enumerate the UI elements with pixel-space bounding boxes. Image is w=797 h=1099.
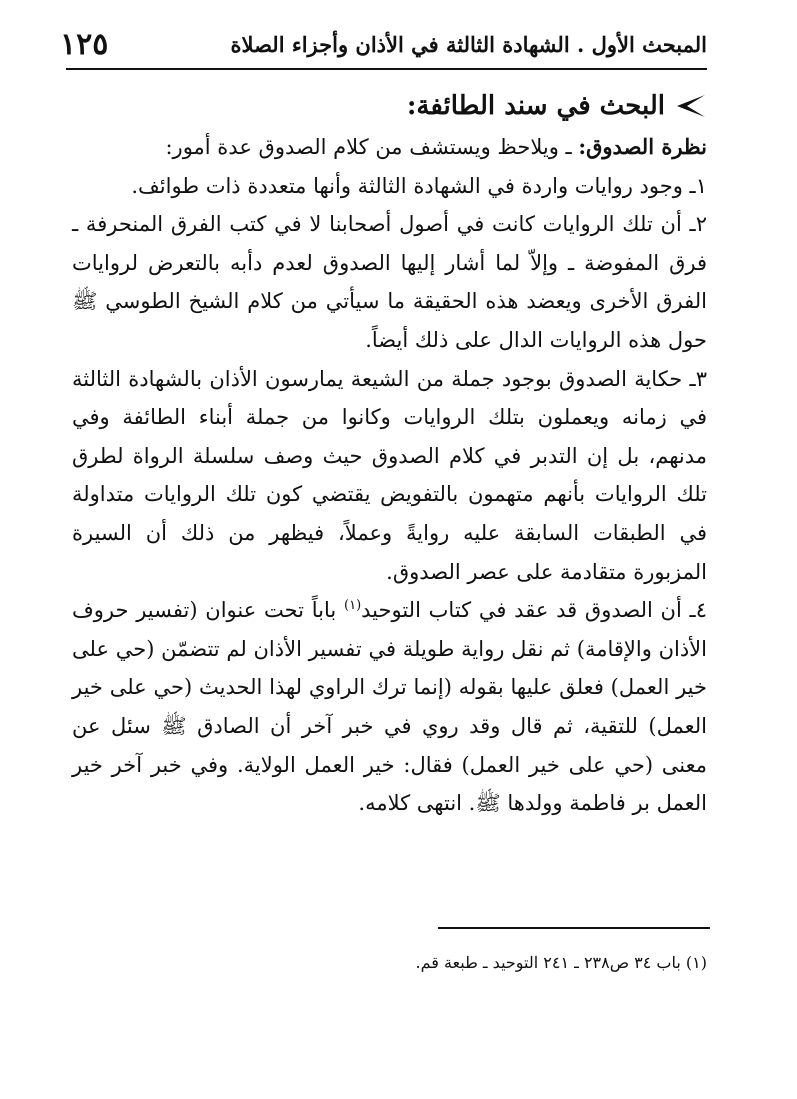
- running-title: المبحث الأول . الشهادة الثالثة في الأذان وأجزاء الصلاة: [230, 31, 707, 57]
- paragraph-point-1: ١ـ وجود روايات واردة في الشهادة الثالثة وأنها متعددة ذات طوائف.: [131, 173, 707, 198]
- header-rule: [66, 68, 707, 70]
- footnote-marker[interactable]: (١): [344, 598, 362, 614]
- body-text: [72, 128, 707, 823]
- page-number: ١٢٥: [60, 26, 109, 62]
- footnote-rule: [438, 927, 710, 929]
- paragraph-intro-text: ـ ويلاحظ ويستشف من كلام الصدوق عدة أمور:: [165, 135, 579, 159]
- section-heading: [200, 82, 707, 130]
- paragraph-point-4-start: ٤ـ أن الصدوق قد عقد في كتاب التوحيد: [361, 598, 707, 623]
- arrowhead-icon: [675, 93, 707, 119]
- paragraph-intro: [72, 128, 707, 167]
- paragraph-point-4-end: باباً تحت عنوان (تفسير حروف الأذان والإقامة) ثم نقل رواية طويلة في تفسير الأذان لم تتضمّن (حي على خير العمل) فعلق عليها بقوله (إنما ترك الراوي لهذا الحديث (حي على خير العمل) للتقية، ثم قال وقد روي في خبر آخر أن الصادق ﷺ سئل عن معنى (حي على خير العمل) فقال: خير العمل الولاية. وفي خبر آخر خير العمل بر فاطمة وولدها ﷺ. انتهى كلامه.: [72, 598, 707, 816]
- paragraph-point-2: ٢ـ أن تلك الروايات كانت في أصول أصحابنا لا في كتب الفرق المنحرفة ـ فرق المفوضة ـ وإلاّ لما أشار إليها الصدوق لعدم دأبه بالتعرض لروايات الفرق الأخرى ويعضد هذه الحقيقة ما سيأتي من كلام الشيخ الطوسي ﷺ حول هذه الروايات الدال على ذلك أيضاً.: [72, 212, 707, 352]
- paragraph-point-3: ٣ـ حكاية الصدوق بوجود جملة من الشيعة يمارسون الأذان بالشهادة الثالثة في زمانه ويعملون بتلك الروايات وكانوا من جملة أبناء الطائفة وفي مدنهم، بل إن التدبر في كلام الصدوق حيث وصف سلسلة الرواة لطرق تلك الروايات بأنهم متهمون بالتفويض يقتضي كون تلك الروايات متداولة في الطبقات السابقة عليه روايةً وعملاً، فيظهر من ذلك أن السيرة المزبورة متقادمة على عصر الصدوق.: [72, 366, 707, 584]
- paragraph-point-4: [72, 591, 707, 823]
- footnote: (١) باب ٣٤ ص٢٣٨ ـ ٢٤١ التوحيد ـ طبعة قم.: [415, 953, 707, 972]
- page-header: [60, 18, 707, 70]
- paragraph-lead: نظرة الصدوق:: [578, 134, 707, 159]
- section-heading-text: البحث في سند الطائفة:: [406, 91, 665, 121]
